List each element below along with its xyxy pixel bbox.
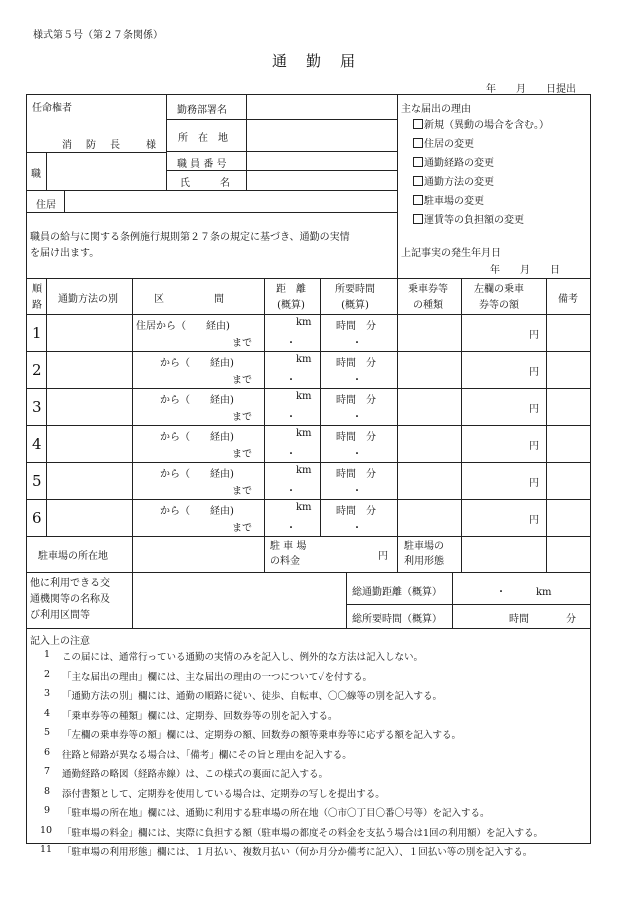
distance-header: 距 離 (概算) xyxy=(276,284,306,311)
residence-label: 住居 xyxy=(36,200,56,211)
row-time-dot: ・ xyxy=(352,523,362,534)
parking-yen: 円 xyxy=(378,551,388,562)
row-time: 時間 分 xyxy=(336,395,376,406)
staff-no-label: 職 員 番 号 xyxy=(177,159,227,170)
row-method-field[interactable] xyxy=(47,315,131,350)
total-time-label: 総所要時間（概算） xyxy=(352,614,442,625)
checkbox-icon[interactable] xyxy=(413,195,423,205)
note-text: この届には、通常行っている通勤の実情のみを記入し、例外的な方法は記入しない。 xyxy=(62,652,424,663)
row-section-to: まで xyxy=(232,338,252,349)
checkbox-icon[interactable] xyxy=(413,138,423,148)
row-section-from: から（ 経由) xyxy=(160,469,234,480)
row-fare-yen: 円 xyxy=(529,404,539,415)
occurrence-label: 上記事実の発生年月日 xyxy=(401,248,501,259)
other-transport-label: 他に利用できる交 通機関等の名称及 び利用区間等 xyxy=(30,578,110,621)
row-distance-unit: km xyxy=(296,502,312,513)
row-remarks-field[interactable] xyxy=(547,352,589,387)
note-number: 11 xyxy=(40,844,53,855)
row-distance-unit: km xyxy=(296,465,312,476)
note-number: 1 xyxy=(44,649,51,660)
occurrence-date: 年 月 日 xyxy=(490,265,560,276)
note-text: 「主な届出の理由」欄には、主な届出の理由の一つについて✓を付する。 xyxy=(62,671,372,683)
row-section-from: から（ 経由) xyxy=(160,506,234,517)
note-number: 2 xyxy=(44,668,51,680)
row-ticket-field[interactable] xyxy=(398,426,460,461)
fare-header: 左欄の乗車 券等の額 xyxy=(474,284,524,311)
row-number: 2 xyxy=(32,361,42,379)
checkbox-icon[interactable] xyxy=(413,176,423,186)
row-distance-dot: ・ xyxy=(286,523,296,534)
row-number: 5 xyxy=(32,472,42,490)
row-time-dot: ・ xyxy=(352,338,362,349)
reasons-heading: 主な届出の理由 xyxy=(401,104,471,115)
notes-heading: 記入上の注意 xyxy=(30,636,90,647)
row-number: 6 xyxy=(32,509,42,527)
note-text: 「乗車券等の種類」欄には、定期券、回数券等の別を記入する。 xyxy=(62,710,338,722)
note-text: 「左欄の乗車券等の額」欄には、定期券の額、回数券の額等乗車券等に応ずる額を記入する。 xyxy=(62,730,462,741)
row-method-field[interactable] xyxy=(47,426,131,461)
row-section-to: まで xyxy=(232,449,252,460)
remarks-header: 備考 xyxy=(558,294,578,305)
row-section-to: まで xyxy=(232,523,252,534)
staff-no-field[interactable] xyxy=(247,152,396,169)
row-time-dot: ・ xyxy=(352,449,362,460)
row-ticket-field[interactable] xyxy=(398,500,460,535)
checkbox-icon[interactable] xyxy=(413,214,423,224)
checkbox-icon[interactable] xyxy=(413,157,423,167)
method-header: 通勤方法の別 xyxy=(58,294,118,305)
row-time-dot: ・ xyxy=(352,412,362,423)
total-distance-label: 総通勤距離（概算） xyxy=(352,587,442,598)
reason-item[interactable]: 駐車場の変更 xyxy=(413,192,549,211)
reason-item[interactable]: 住居の変更 xyxy=(413,135,549,154)
parking-usage-label: 駐車場の 利用形態 xyxy=(404,541,444,567)
row-section-from: から（ 経由) xyxy=(160,432,234,443)
row-distance-dot: ・ xyxy=(286,412,296,423)
form-number: 様式第５号（第２７条関係） xyxy=(33,30,163,41)
row-method-field[interactable] xyxy=(47,389,131,424)
other-transport-field[interactable] xyxy=(133,573,345,627)
row-ticket-field[interactable] xyxy=(398,352,460,387)
row-number: 1 xyxy=(32,324,42,342)
row-section-to: まで xyxy=(232,412,252,423)
note-text: 添付書類として、定期券を使用している場合は、定期券の写しを提出する。 xyxy=(62,788,385,800)
note-number: 6 xyxy=(44,746,51,758)
row-time: 時間 分 xyxy=(336,321,376,332)
row-time-dot: ・ xyxy=(352,486,362,497)
reason-item[interactable]: 新規（異動の場合を含む。） xyxy=(413,116,549,135)
row-method-field[interactable] xyxy=(47,352,131,387)
row-time: 時間 分 xyxy=(336,469,376,480)
residence-field[interactable] xyxy=(65,191,396,211)
location-label: 所 在 地 xyxy=(178,133,228,144)
row-distance-dot: ・ xyxy=(286,449,296,460)
statement-text: 職員の給与に関する条例施行規則第２７条の規定に基づき、通勤の実情 を届け出ます。 xyxy=(30,232,350,259)
note-text: 「駐車場の所在地」欄には、通勤に利用する駐車場の所在地（〇市〇丁目〇番〇号等）を記入する。 xyxy=(62,808,490,819)
note-number: 8 xyxy=(44,785,51,797)
row-remarks-field[interactable] xyxy=(547,500,589,535)
section-header: 区 間 xyxy=(154,294,224,305)
row-fare-yen: 円 xyxy=(529,478,539,489)
row-fare-yen: 円 xyxy=(529,367,539,378)
row-number: 3 xyxy=(32,398,42,416)
row-method-field[interactable] xyxy=(47,463,131,498)
row-distance-unit: km xyxy=(296,317,312,328)
location-field[interactable] xyxy=(247,120,396,150)
row-time-dot: ・ xyxy=(352,375,362,386)
parking-location-field[interactable] xyxy=(133,537,263,571)
reason-item[interactable]: 運賃等の負担額の変更 xyxy=(413,211,549,230)
ticket-header: 乗車券等 の種類 xyxy=(408,284,448,311)
job-label: 職 xyxy=(31,169,41,180)
dept-label: 勤務部署名 xyxy=(177,105,227,116)
row-time: 時間 分 xyxy=(336,506,376,517)
row-remarks-field[interactable] xyxy=(547,463,589,498)
total-time-minutes: 分 xyxy=(566,614,576,625)
row-ticket-field[interactable] xyxy=(398,463,460,498)
name-label: 氏 名 xyxy=(180,178,230,189)
note-text: 通勤経路の略図（経路赤線）は、この様式の裏面に記入する。 xyxy=(62,769,329,780)
note-number: 3 xyxy=(44,688,51,699)
page-title: 通 勤 届 xyxy=(272,52,358,70)
checkbox-icon[interactable] xyxy=(413,119,423,129)
appointer-label: 任命権者 xyxy=(32,103,72,114)
row-fare-yen: 円 xyxy=(529,330,539,341)
row-distance-dot: ・ xyxy=(286,338,296,349)
time-header: 所要時間 (概算) xyxy=(335,284,375,311)
row-distance-unit: km xyxy=(296,428,312,439)
order-header: 順 路 xyxy=(32,284,42,311)
dept-field[interactable] xyxy=(247,95,396,118)
row-remarks-field[interactable] xyxy=(547,315,589,350)
note-text: 往路と帰路が異なる場合は、「備考」欄にその旨と理由を記入する。 xyxy=(62,749,352,761)
reasons-list xyxy=(413,116,549,230)
note-number: 7 xyxy=(44,766,51,777)
note-number: 5 xyxy=(44,727,51,738)
row-section-to: まで xyxy=(232,375,252,386)
row-section-from: から（ 経由) xyxy=(160,358,234,369)
row-section-from: から（ 経由) xyxy=(160,395,234,406)
submission-date: 年 月 日提出 xyxy=(486,84,576,95)
row-time: 時間 分 xyxy=(336,358,376,369)
row-section-from: 住居から（ 経由) xyxy=(136,321,230,332)
job-field[interactable] xyxy=(47,153,165,189)
row-distance-dot: ・ xyxy=(286,486,296,497)
row-distance-unit: km xyxy=(296,354,312,365)
note-number: 10 xyxy=(40,824,53,836)
row-ticket-field[interactable] xyxy=(398,389,460,424)
note-text: 「通勤方法の別」欄には、通勤の順路に従い、徒歩、自転車、〇〇線等の別を記入する。 xyxy=(62,691,443,702)
note-number: 9 xyxy=(44,805,51,816)
reason-item[interactable]: 通勤経路の変更 xyxy=(413,154,549,173)
row-remarks-field[interactable] xyxy=(547,389,589,424)
reason-item[interactable]: 通勤方法の変更 xyxy=(413,173,549,192)
row-distance-dot: ・ xyxy=(286,375,296,386)
appointer-value: 消 防 長 様 xyxy=(62,140,158,151)
total-time-hours: 時間 xyxy=(509,614,529,625)
name-field[interactable] xyxy=(247,171,396,189)
row-number: 4 xyxy=(32,435,42,453)
row-fare-yen: 円 xyxy=(529,515,539,526)
row-section-to: まで xyxy=(232,486,252,497)
row-time: 時間 分 xyxy=(336,432,376,443)
row-remarks-field[interactable] xyxy=(547,426,589,461)
note-text: 「駐車場の料金」欄には、実際に負担する額（駐車場の都度その料金を支払う場合は1回の利用額）を記入する。 xyxy=(62,827,544,839)
parking-fee-label: 駐 車 場 の料金 xyxy=(270,541,307,567)
row-ticket-field[interactable] xyxy=(398,315,460,350)
note-text: 「駐車場の利用形態」欄には、１月払い、複数月払い（何か月分か備考に記入）、１回払い等の別を記入する。 xyxy=(62,847,533,858)
parking-location-label: 駐車場の所在地 xyxy=(38,551,108,562)
total-distance-value: ・ km xyxy=(496,587,552,598)
row-distance-unit: km xyxy=(296,391,312,402)
note-number: 4 xyxy=(44,707,51,719)
row-fare-yen: 円 xyxy=(529,441,539,452)
row-method-field[interactable] xyxy=(47,500,131,535)
